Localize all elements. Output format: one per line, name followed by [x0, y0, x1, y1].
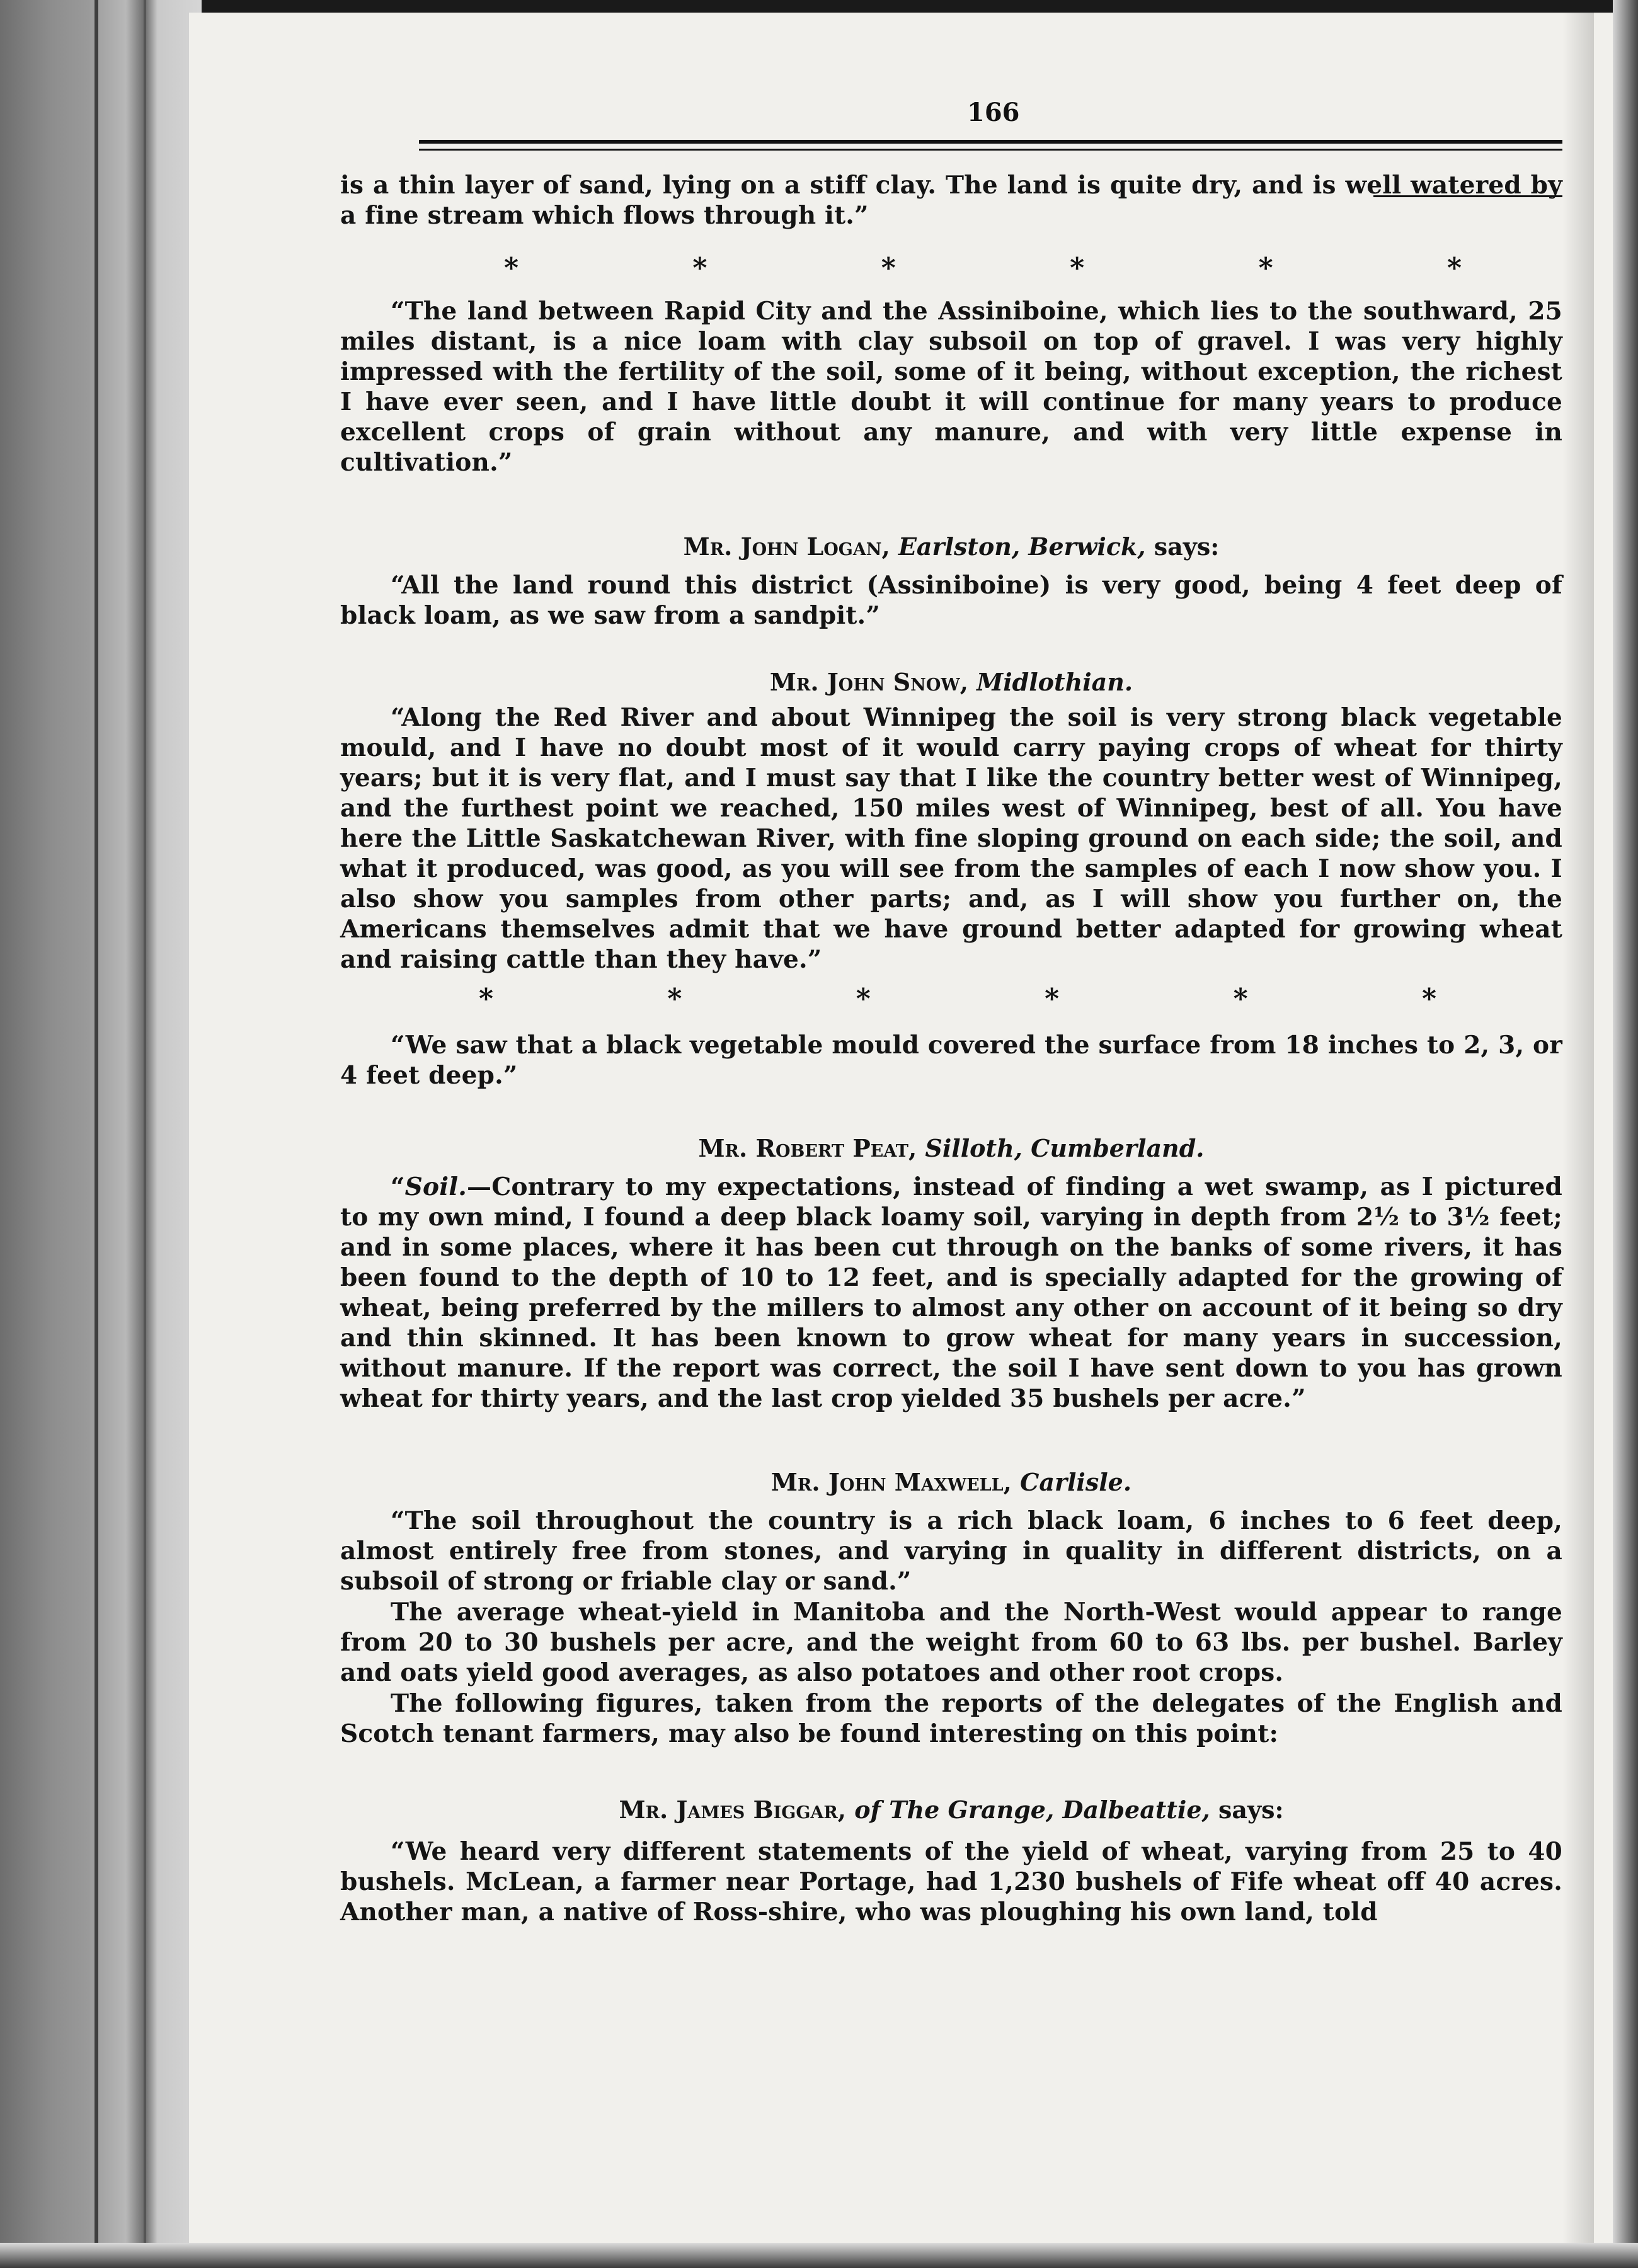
speaker-heading — [340, 668, 1562, 696]
speaker-heading — [340, 1796, 1562, 1824]
header-rule — [419, 140, 1562, 144]
speaker-name: Mr. John Logan, — [683, 532, 890, 561]
star: * — [1258, 252, 1273, 284]
star: * — [1233, 983, 1248, 1015]
ellipsis-stars — [504, 252, 1462, 284]
paragraph-body: —Contrary to my expectations, instead of finding a wet swamp, as I pictured to my own mind, I found a deep black loamy soil, varying in depth from 2½ to 3½ feet; and in some places, where it has been cut through on the banks of some rivers, it has been found to the depth of 10 to 12 feet, and is specially adapted for the growing of wheat, being preferred by the millers to almost any other on account of it being so dry and thin skinned. It has been known to grow wheat for many years in succession, without manure. If the report was correct, the soil I have sent down to you has grown wheat for thirty years, and the last crop yielded 35 bushels per acre.” — [340, 1172, 1562, 1413]
speaker-heading — [340, 532, 1562, 561]
page-edge-shadow — [1562, 13, 1594, 2243]
scan-border-right — [1613, 0, 1638, 2268]
speaker-name: Mr. Robert Peat, — [698, 1134, 917, 1162]
header-rule — [419, 149, 1562, 151]
star: * — [479, 983, 494, 1015]
star: * — [504, 252, 519, 284]
star: * — [1446, 252, 1462, 284]
paragraph: is a thin layer of sand, lying on a stiff clay. The land is quite dry, and is well watered by a fine stream which flows through it.” — [340, 171, 1562, 230]
paragraph: “Along the Red River and about Winnipeg the soil is very strong black vegetable mould, and I have no doubt most of it would carry paying crops of wheat for thirty years; but it is very flat, and I must say that I like the country better west of Winnipeg, and the furthest point we reached, 150 miles west of Winnipeg, best of all. You have here the Little Saskatchewan River, with fine sloping ground on each side; the soil, and what it produced, was good, as you will see from the samples of each I now show you. I also show you samples from other parts; and, as I will show you further on, the Americans themselves admit that we have ground better adapted for growing wheat and raising cattle than they have.” — [340, 703, 1562, 974]
paragraph: “The soil throughout the country is a rich black loam, 6 inches to 6 feet deep, almost entirely free from stones, and varying in quality in different districts, on a subsoil of strong or friable clay or sand.” — [340, 1506, 1562, 1596]
star: * — [1421, 983, 1436, 1015]
page-number: 166 — [967, 98, 1020, 127]
speaker-place: Midlothian. — [976, 668, 1133, 696]
book-binding-gutter — [0, 0, 202, 2268]
ellipsis-stars — [479, 983, 1436, 1014]
paragraph: “We saw that a black vegetable mould covered the surface from 18 inches to 2, 3, or 4 feet deep.” — [340, 1031, 1562, 1090]
speaker-place: Earlston, Berwick, — [898, 532, 1146, 561]
scan-border-bottom — [0, 2243, 1638, 2268]
speaker-name: Mr. John Snow, — [769, 668, 968, 696]
paragraph: “The land between Rapid City and the Assiniboine, which lies to the southward, 25 miles distant, is a nice loam with clay subsoil on top of gravel. I was very highly impressed with the fertility of the soil, some of it being, without exception, the richest I have ever seen, and I have little doubt it will continue for many years to produce excellent crops of grain without any manure, and with very little expense in cultivation.” — [340, 297, 1562, 477]
speaker-heading — [340, 1468, 1562, 1496]
gutter-line — [94, 0, 98, 2268]
speaker-says: says: — [1154, 532, 1220, 561]
speaker-heading — [340, 1134, 1562, 1162]
paragraph: The average wheat-yield in Manitoba and the North-West would appear to range from 20 to 30 bushels per acre, and the weight from 60 to 63 lbs. per bushel. Barley and oats yield good averages, as also potatoes and other root crops. — [340, 1598, 1562, 1687]
speaker-place: Silloth, Cumberland. — [925, 1134, 1205, 1162]
star: * — [856, 983, 871, 1015]
paragraph: “All the land round this district (Assiniboine) is very good, being 4 feet deep of black loam, as we saw from a sandpit.” — [340, 571, 1562, 630]
speaker-says: says: — [1218, 1796, 1284, 1824]
speaker-name: Mr. John Maxwell, — [770, 1468, 1012, 1496]
star: * — [667, 983, 682, 1015]
gutter-line — [144, 0, 146, 2268]
star: * — [692, 252, 707, 284]
paragraph: “Soil.—Contrary to my expectations, instead of finding a wet swamp, as I pictured to my own mind, I found a deep black loamy soil, varying in depth from 2½ to 3½ feet; and in some places, where it has been cut through on the banks of some rivers, it has been found to the depth of 10 to 12 feet, and is specially adapted for the growing of wheat, being preferred by the millers to almost any other on account of it being so dry and thin skinned. It has been known to grow wheat for many years in succession, without manure. If the report was correct, the soil I have sent down to you has grown wheat for thirty years, and the last crop yielded 35 bushels per acre.” — [340, 1172, 1562, 1413]
paragraph-lead: Soil. — [404, 1172, 467, 1201]
star: * — [1045, 983, 1060, 1015]
speaker-of: of — [854, 1796, 881, 1824]
speaker-place: The Grange, Dalbeattie, — [889, 1796, 1210, 1824]
star: * — [881, 252, 896, 284]
speaker-name: Mr. James Biggar, — [619, 1796, 847, 1824]
paragraph: “We heard very different statements of the yield of wheat, varying from 25 to 40 bushels. McLean, a farmer near Portage, had 1,230 bushels of Fife wheat off 40 acres. Another man, a native of Ross-shire, who was ploughing his own land, told — [340, 1837, 1562, 1927]
star: * — [1070, 252, 1085, 284]
paragraph: The following figures, taken from the reports of the delegates of the English and Scotch tenant farmers, may also be found interesting on this point: — [340, 1689, 1562, 1748]
speaker-place: Carlisle. — [1020, 1468, 1132, 1496]
